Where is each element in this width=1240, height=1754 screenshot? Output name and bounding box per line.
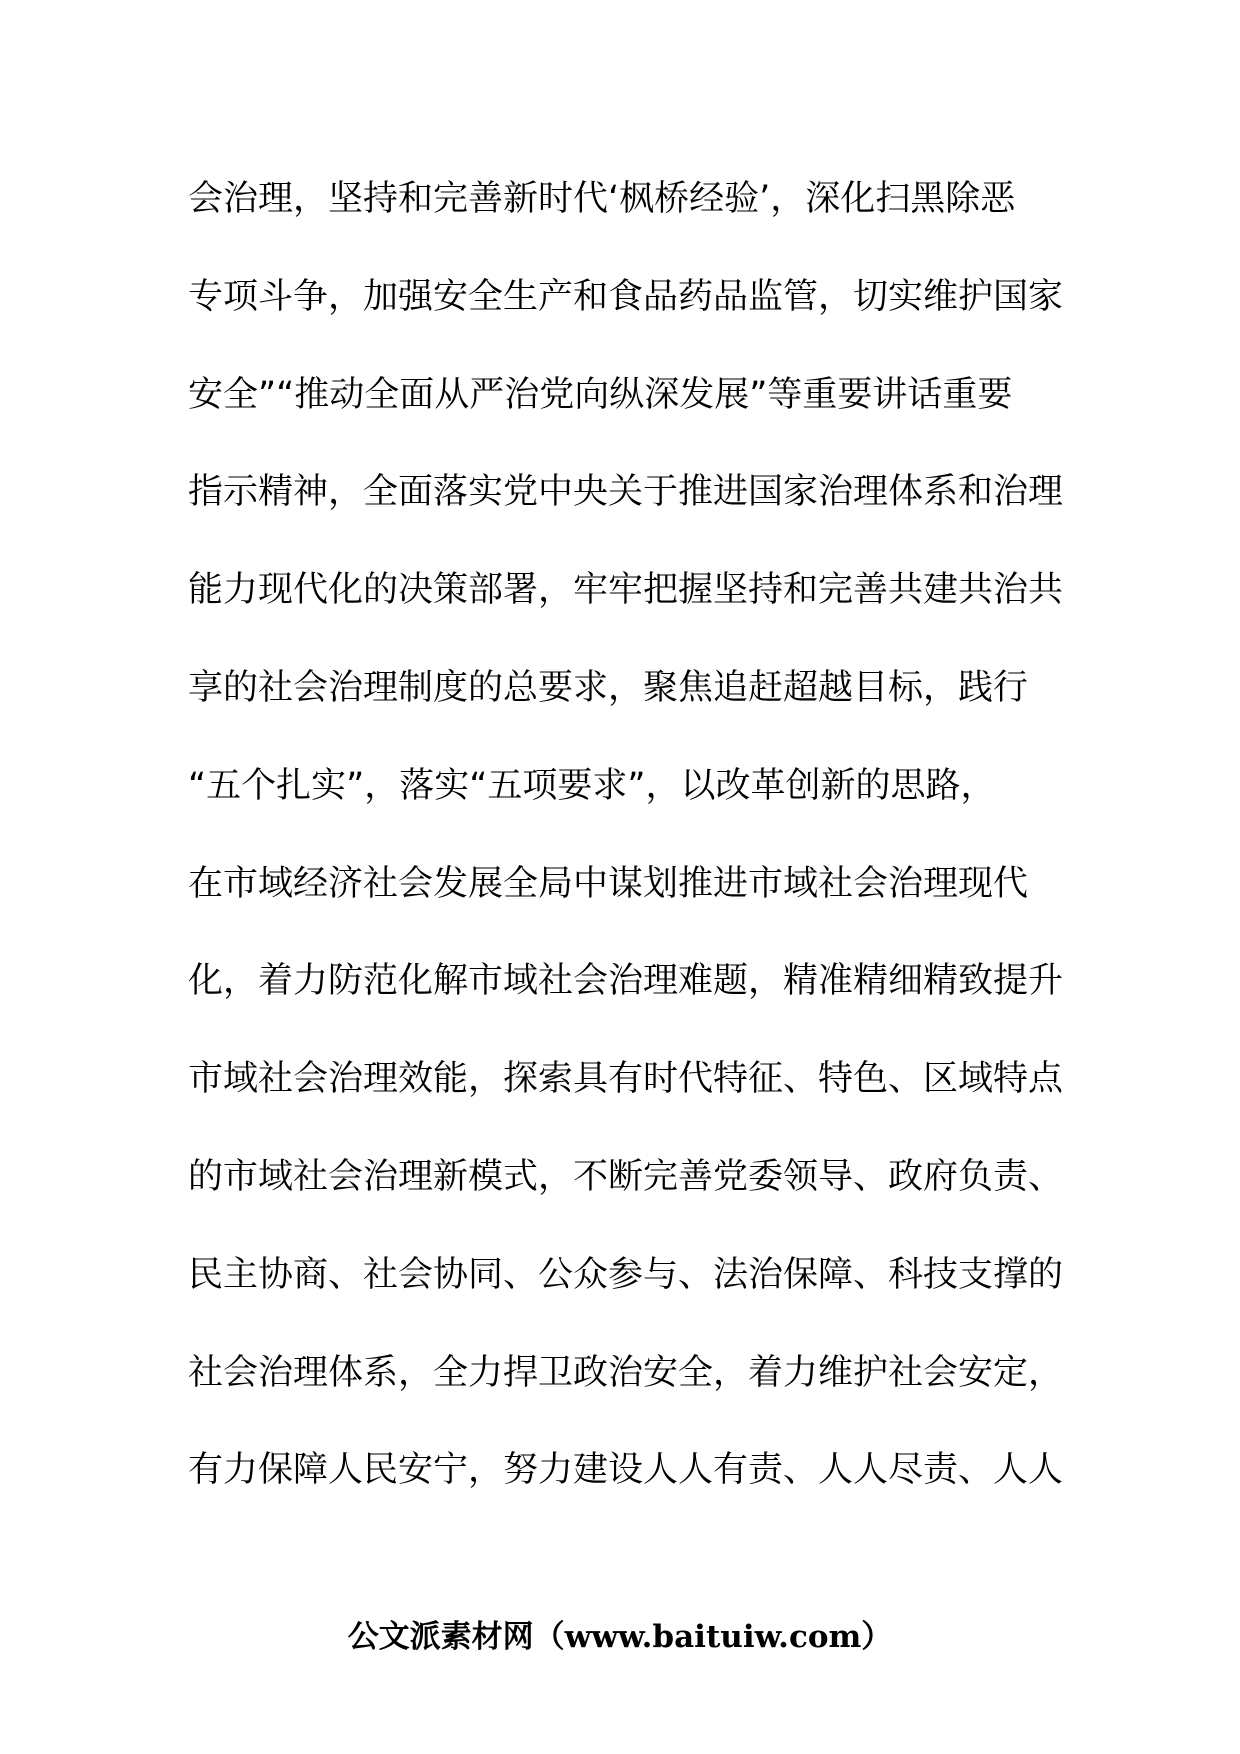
text-line: 享的社会治理制度的总要求，聚焦追赶超越目标，践行	[188, 667, 1029, 708]
text-line: 的市域社会治理新模式，不断完善党委领导、政府负责、	[188, 1156, 1064, 1197]
text-line: 有力保障人民安宁，努力建设人人有责、人人尽责、人人	[188, 1450, 1064, 1491]
text-line: 市域社会治理效能，探索具有时代特征、特色、区域特点	[188, 1059, 1064, 1100]
page-footer: 公文派素材网（www.baituiw.com）	[347, 1619, 893, 1655]
text-line: 指示精神，全面落实党中央关于推进国家治理体系和治理	[188, 472, 1064, 513]
text-line: 能力现代化的决策部署，牢牢把握坚持和完善共建共治共	[188, 570, 1064, 611]
text-line: 社会治理体系，全力捍卫政治安全，着力维护社会安定，	[188, 1352, 1064, 1393]
text-line: “五个扎实”，落实“五项要求”，以改革创新的思路，	[188, 765, 996, 806]
text-line: 民主协商、社会协同、公众参与、法治保障、科技支撑的	[188, 1254, 1064, 1295]
text-line: 化，着力防范化解市域社会治理难题，精准精细精致提升	[188, 961, 1064, 1002]
text-line: 会治理，坚持和完善新时代‘枫桥经验’，深化扫黑除恶	[188, 179, 1016, 219]
text-line: 在市域经济社会发展全局中谋划推进市域社会治理现代	[188, 863, 1029, 904]
text-line: 专项斗争，加强安全生产和食品药品监管，切实维护国家	[188, 276, 1064, 317]
text-line: 安全”“推动全面从严治党向纵深发展”等重要讲话重要	[188, 374, 1013, 415]
body-text	[188, 172, 1068, 1541]
